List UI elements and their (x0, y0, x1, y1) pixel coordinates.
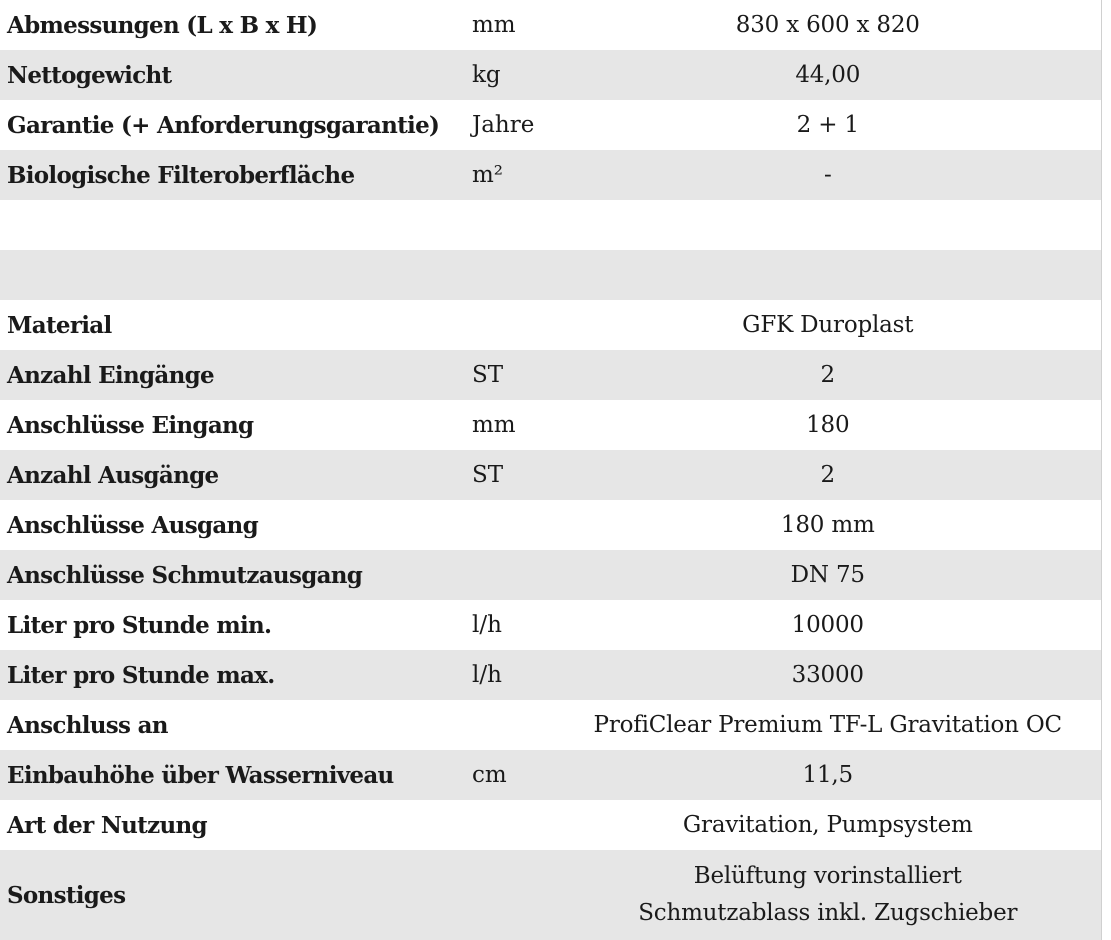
spec-value-line: Schmutzablass inkl. Zugschieber (638, 900, 1018, 926)
spec-value (555, 200, 1101, 250)
spec-unit: ST (472, 362, 504, 388)
table-row (0, 600, 1101, 650)
spec-unit (465, 850, 555, 940)
table-row (0, 300, 1101, 350)
spec-label: Art der Nutzung (7, 811, 207, 839)
spec-label (0, 250, 465, 300)
spec-unit: ST (472, 462, 504, 488)
spec-label: Anschlüsse Schmutzausgang (7, 561, 363, 589)
spec-value: ProfiClear Premium TF-L Gravitation OC (593, 712, 1062, 738)
spec-unit: cm (472, 762, 507, 788)
spec-value: Gravitation, Pumpsystem (682, 812, 973, 838)
table-row (0, 700, 1101, 750)
table-row (0, 100, 1101, 150)
spec-unit: mm (472, 12, 516, 38)
spec-label: Biologische Filteroberfläche (7, 161, 355, 189)
spec-label: Nettogewicht (7, 61, 172, 89)
spec-value: 33000 (791, 662, 864, 688)
table-row (0, 450, 1101, 500)
spec-value-line: Belüftung vorinstalliert (693, 863, 962, 889)
spec-value: 11,5 (802, 762, 853, 788)
table-row-empty (0, 200, 1101, 250)
spec-value: GFK Duroplast (742, 312, 914, 338)
spec-unit (465, 200, 555, 250)
spec-unit: l/h (472, 662, 502, 688)
spec-label: Abmessungen (L x B x H) (7, 11, 318, 39)
spec-value: 44,00 (795, 62, 861, 88)
table-row (0, 350, 1101, 400)
table-row (0, 750, 1101, 800)
spec-unit (465, 700, 555, 750)
table-row (0, 550, 1101, 600)
table-row (0, 0, 1101, 50)
spec-label: Garantie (+ Anforderungsgarantie) (7, 111, 440, 139)
spec-label: Sonstiges (7, 881, 126, 909)
table-row (0, 150, 1101, 200)
spec-unit: kg (472, 62, 501, 88)
spec-value: 2 + 1 (796, 112, 859, 138)
spec-label: Material (7, 311, 112, 339)
table-row (0, 850, 1101, 940)
spec-label: Anzahl Eingänge (7, 361, 214, 389)
table-row-empty (0, 250, 1101, 300)
spec-unit (465, 800, 555, 850)
spec-value: 830 x 600 x 820 (735, 12, 920, 38)
spec-label: Liter pro Stunde min. (7, 611, 272, 639)
spec-label: Liter pro Stunde max. (7, 661, 275, 689)
spec-unit (465, 300, 555, 350)
spec-label (0, 200, 465, 250)
table-row (0, 50, 1101, 100)
spec-value: 180 mm (780, 512, 875, 538)
spec-value: DN 75 (790, 562, 865, 588)
table-row (0, 400, 1101, 450)
spec-label: Anschlüsse Eingang (7, 411, 254, 439)
spec-label: Anschluss an (7, 711, 168, 739)
spec-value-multiline (555, 850, 1101, 940)
spec-value: - (823, 162, 832, 188)
spec-unit (465, 500, 555, 550)
spec-unit: l/h (472, 612, 502, 638)
spec-value: 2 (820, 462, 835, 488)
spec-unit: Jahre (472, 112, 535, 138)
spec-unit (465, 550, 555, 600)
spec-value: 180 (806, 412, 850, 438)
table-row (0, 800, 1101, 850)
spec-label: Anschlüsse Ausgang (7, 511, 258, 539)
spec-unit: mm (472, 412, 516, 438)
table-row (0, 650, 1101, 700)
table-row (0, 500, 1101, 550)
spec-unit: m² (472, 162, 504, 188)
spec-value: 10000 (791, 612, 864, 638)
spec-label: Einbauhöhe über Wasserniveau (7, 761, 394, 789)
spec-label: Anzahl Ausgänge (7, 461, 219, 489)
spec-value: 2 (820, 362, 835, 388)
spec-value (555, 250, 1101, 300)
spec-unit (465, 250, 555, 300)
